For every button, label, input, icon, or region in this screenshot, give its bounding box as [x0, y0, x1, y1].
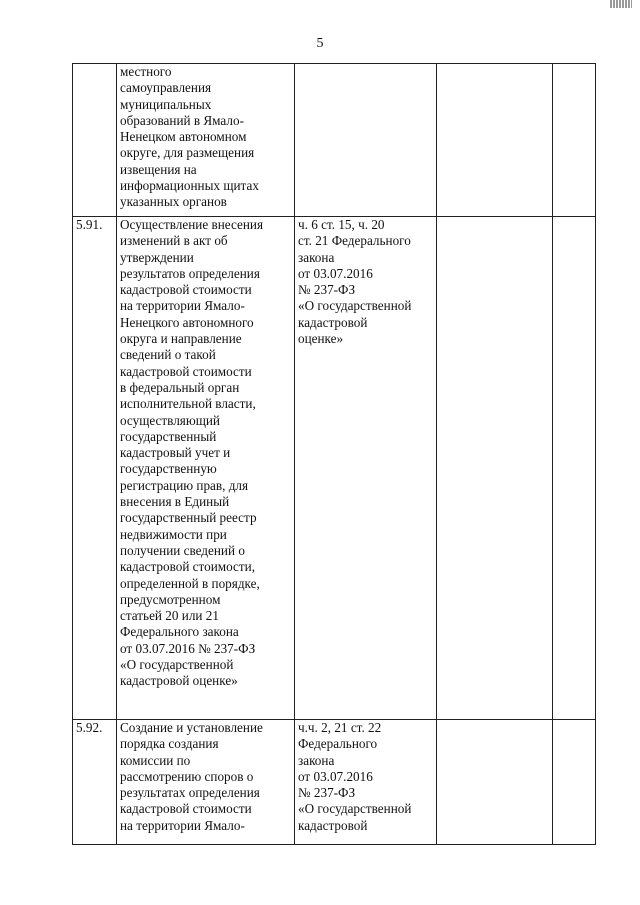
description-line: результатах определения	[120, 785, 260, 801]
description-line: Федерального закона	[120, 624, 239, 640]
description-cell	[117, 64, 295, 217]
legal-basis-line: от 03.07.2016	[298, 265, 373, 281]
legal-basis-line: Федерального	[298, 736, 378, 752]
legal-basis-line: от 03.07.2016	[298, 768, 373, 784]
description-line: Ненецком автономном	[120, 129, 247, 145]
legal-basis-line: «О государственной	[298, 801, 412, 817]
description-line: рассмотрению споров о	[120, 768, 254, 784]
description-line: самоуправления	[120, 80, 212, 96]
description-line: порядка создания	[120, 736, 219, 752]
description-line: кадастровой оценке»	[120, 673, 238, 689]
item-number-cell	[73, 64, 117, 217]
legal-basis-line: закона	[298, 249, 335, 265]
legal-basis-cell	[295, 217, 437, 720]
description-line: статьей 20 или 21	[120, 608, 219, 624]
description-line: от 03.07.2016 № 237-ФЗ	[120, 640, 256, 656]
description-line: в федеральный орган	[120, 379, 240, 395]
description-line: государственный реестр	[120, 510, 257, 526]
description-cell	[117, 217, 295, 720]
table-row	[73, 217, 596, 720]
description-line: кадастровой стоимости	[120, 282, 252, 298]
description-line: внесения в Единый	[120, 494, 230, 510]
legal-basis-line: оценке»	[298, 331, 344, 347]
empty-cell	[437, 217, 553, 720]
description-line: государственную	[120, 461, 217, 477]
description-line: извещения на	[120, 161, 197, 177]
item-number-cell: 5.92.	[73, 720, 117, 845]
description-line: «О государственной	[120, 657, 234, 673]
empty-cell	[553, 217, 596, 720]
description-line: изменений в акт об	[120, 233, 228, 249]
description-line: регистрацию прав, для	[120, 477, 249, 493]
description-line: местного	[120, 64, 172, 79]
description-line: определенной в порядке,	[120, 575, 260, 591]
description-line: кадастровой стоимости	[120, 801, 252, 817]
description-line: округе, для размещения	[120, 145, 255, 161]
description-line: утверждении	[120, 249, 194, 265]
description-line: Ненецкого автономного	[120, 314, 254, 330]
scan-corner-mark	[610, 0, 632, 8]
description-line: образований в Ямало-	[120, 112, 244, 128]
legal-basis-line: № 237-ФЗ	[298, 785, 356, 801]
description-line: кадастровой стоимости,	[120, 559, 256, 575]
empty-cell	[553, 720, 596, 845]
description-line: Создание и установление	[120, 720, 263, 735]
page-number: 5	[316, 36, 324, 51]
empty-cell	[437, 64, 553, 217]
description-line: кадастровый учет и	[120, 445, 231, 461]
description-line: на территории Ямало-	[120, 817, 245, 833]
description-line: исполнительной власти,	[120, 396, 256, 412]
description-line: округа и направление	[120, 331, 242, 347]
legal-basis-line: ст. 21 Федерального	[298, 233, 411, 249]
table-body	[73, 64, 596, 845]
description-line: недвижимости при	[120, 526, 227, 542]
description-line: Осуществление внесения	[120, 217, 264, 232]
item-number-cell: 5.91.	[73, 217, 117, 720]
legal-basis-line: закона	[298, 752, 335, 768]
description-cell	[117, 720, 295, 845]
description-line: государственный	[120, 428, 217, 444]
table-row	[73, 64, 596, 217]
document-table	[72, 63, 596, 845]
description-line: осуществляющий	[120, 412, 220, 428]
description-line: предусмотренном	[120, 591, 221, 607]
description-line: кадастровой стоимости	[120, 363, 252, 379]
legal-basis-line: кадастровой	[298, 314, 368, 330]
description-line: указанных органов	[120, 194, 227, 210]
description-line: муниципальных	[120, 96, 212, 112]
empty-cell	[553, 64, 596, 217]
table-row	[73, 720, 596, 845]
legal-basis-cell	[295, 64, 437, 217]
description-line: комиссии по	[120, 752, 191, 768]
description-line: на территории Ямало-	[120, 298, 245, 314]
empty-cell	[437, 720, 553, 845]
legal-basis-line: № 237-ФЗ	[298, 282, 356, 298]
legal-basis-line: ч.ч. 2, 21 ст. 22	[298, 720, 382, 735]
description-line: результатов определения	[120, 265, 260, 281]
description-line: сведений о такой	[120, 347, 216, 363]
legal-basis-line: кадастровой	[298, 817, 368, 833]
legal-basis-cell	[295, 720, 437, 845]
legal-basis-line: «О государственной	[298, 298, 412, 314]
legal-basis-line: ч. 6 ст. 15, ч. 20	[298, 217, 385, 232]
description-line: информационных щитах	[120, 178, 259, 194]
description-line: получении сведений о	[120, 542, 245, 558]
